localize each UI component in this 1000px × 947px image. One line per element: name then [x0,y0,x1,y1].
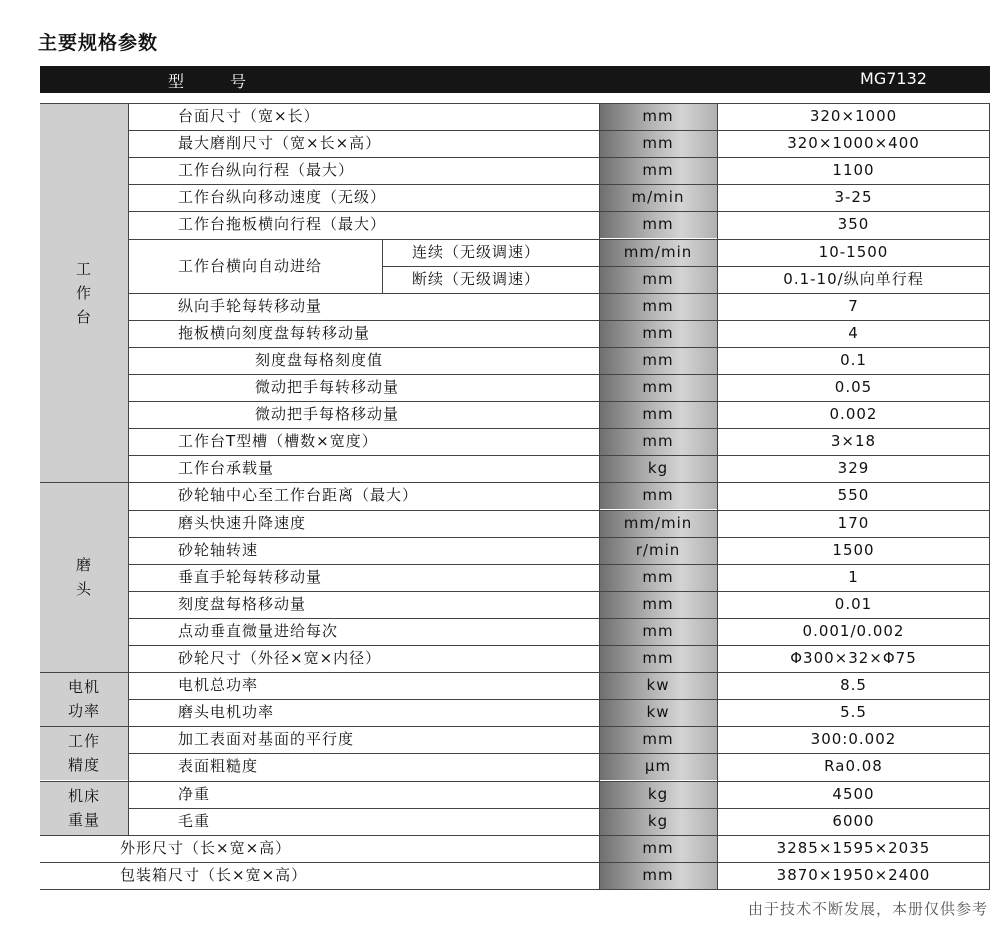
row-value: 329 [837,459,870,478]
row-divider [40,103,990,104]
row-divider [128,320,990,321]
model-value: MG7132 [860,69,927,88]
row-unit: mm [599,320,717,347]
row-value: 6000 [832,811,875,830]
row-divider [128,645,990,646]
page-title: 主要规格参数 [38,32,159,54]
row-divider [128,239,990,240]
row-name: 外形尺寸（长×宽×高） [120,838,292,857]
col-divider [717,103,718,889]
row-value: 170 [837,513,870,532]
row-divider [40,726,990,727]
row-unit: mm [599,130,717,157]
row-name: 垂直手轮每转移动量 [178,567,323,586]
row-value: Ra0.08 [824,757,883,776]
row-divider [128,157,990,158]
row-unit: r/min [599,537,717,564]
row-unit: kg [599,808,717,835]
row-name: 砂轮轴转速 [178,540,259,559]
row-value: 3285×1595×2035 [776,838,931,857]
row-divider [40,862,990,863]
row-unit: mm [599,835,717,862]
row-value: 3870×1950×2400 [776,865,931,884]
row-value: 1 [848,567,859,586]
row-sub-name: 断续（无级调速） [412,269,541,288]
row-divider [128,130,990,131]
group-grinding-head: 磨 头 [40,482,128,672]
row-name: 加工表面对基面的平行度 [178,730,355,749]
table-header [40,66,990,93]
row-value: 3×18 [830,432,877,451]
row-value: 4 [848,323,859,342]
row-divider [128,374,990,375]
row-name: 包装箱尺寸（长×宽×高） [120,865,308,884]
row-divider [128,347,990,348]
row-name: 台面尺寸（宽×长） [178,107,320,125]
group-precision: 工作 精度 [40,726,128,780]
row-name: 纵向手轮每转移动量 [178,296,323,315]
row-divider [40,482,990,483]
row-value: 320×1000×400 [787,134,920,153]
row-unit: mm/min [599,239,717,266]
row-value: 0.01 [834,594,873,613]
row-name: 工作台纵向行程（最大） [178,161,355,180]
col-divider [599,103,600,889]
row-unit: mm [599,211,717,238]
group-worktable: 工 作 台 [40,103,128,482]
row-unit: kg [599,781,717,808]
col-divider [382,239,383,293]
row-value: 0.1 [840,350,867,369]
row-name: 工作台横向自动进给 [178,256,323,275]
row-divider [382,266,990,267]
col-divider [128,103,129,835]
row-name: 刻度盘每格刻度值 [255,350,384,369]
row-name: 砂轮尺寸（外径×宽×内径） [178,649,382,667]
row-name: 拖板横向刻度盘每转移动量 [178,323,371,342]
row-value: Φ300×32×Φ75 [790,649,917,667]
row-value: 0.05 [834,378,873,396]
group-motor-power: 电机 功率 [40,672,128,726]
row-divider [128,618,990,619]
row-value: 1500 [832,540,875,559]
row-value: 0.001/0.002 [802,621,905,640]
row-divider [40,835,990,836]
row-value: 0.002 [829,405,878,424]
footer-note: 由于技术不断发展，本册仅供参考 [747,900,988,918]
col-divider [989,103,990,889]
row-unit: mm [599,401,717,428]
row-divider [128,401,990,402]
row-name: 工作台拖板横向行程（最大） [178,215,387,234]
row-value: 8.5 [840,676,867,695]
row-sub-name: 连续（无级调速） [412,242,541,261]
row-unit: kg [599,455,717,482]
row-unit: mm [599,564,717,591]
row-name: 刻度盘每格移动量 [178,594,307,613]
row-name: 毛重 [178,811,211,830]
row-name: 电机总功率 [178,676,259,695]
row-unit: m/min [599,184,717,211]
row-value: 550 [837,486,870,505]
row-divider [128,211,990,212]
row-name: 工作台T型槽（槽数×宽度） [178,432,378,451]
row-unit: mm [599,293,717,320]
row-unit: mm [599,374,717,401]
row-name: 工作台承载量 [178,459,275,478]
group-weight: 机床 重量 [40,781,128,835]
row-name: 砂轮轴中心至工作台距离（最大） [178,486,419,505]
row-value: 350 [837,215,870,234]
row-divider [128,564,990,565]
row-unit: kw [599,699,717,726]
row-name: 磨头快速升降速度 [178,513,307,532]
row-value: 3-25 [834,188,873,207]
row-name: 净重 [178,784,211,803]
row-divider [40,781,990,782]
row-name: 表面粗糙度 [178,757,259,776]
row-value: 1100 [832,161,875,180]
row-unit: mm [599,428,717,455]
row-value: 320×1000 [809,107,898,125]
model-label: 型号 [168,72,293,91]
row-unit: mm [599,103,717,130]
row-value: 0.1-10/纵向单行程 [783,269,924,288]
row-unit: mm [599,347,717,374]
row-unit: mm [599,645,717,672]
row-unit: mm [599,726,717,753]
row-unit: kw [599,672,717,699]
row-value: 300:0.002 [810,730,897,749]
row-value: 10-1500 [818,242,889,261]
row-divider [128,428,990,429]
row-divider [128,510,990,511]
row-divider [128,808,990,809]
row-name: 最大磨削尺寸（宽×长×高） [178,134,382,153]
row-value: 4500 [832,784,875,803]
row-name: 微动把手每格移动量 [255,405,400,424]
row-name: 磨头电机功率 [178,703,275,722]
row-name: 微动把手每转移动量 [255,378,400,396]
row-divider [128,455,990,456]
row-divider [128,753,990,754]
row-unit: mm [599,591,717,618]
row-name: 工作台纵向移动速度（无级） [178,188,387,207]
row-value: 7 [848,296,859,315]
row-divider [128,293,990,294]
row-divider [128,184,990,185]
row-divider [128,699,990,700]
row-divider [128,537,990,538]
row-value: 5.5 [840,703,867,722]
row-unit: μm [599,753,717,780]
row-divider [128,591,990,592]
row-unit: mm [599,618,717,645]
row-unit: mm [599,862,717,889]
row-name: 点动垂直微量进给每次 [178,621,339,640]
row-unit: mm [599,157,717,184]
row-divider [40,889,990,890]
row-divider [40,672,990,673]
row-unit: mm [599,482,717,509]
row-unit: mm [599,266,717,293]
row-unit: mm/min [599,510,717,537]
